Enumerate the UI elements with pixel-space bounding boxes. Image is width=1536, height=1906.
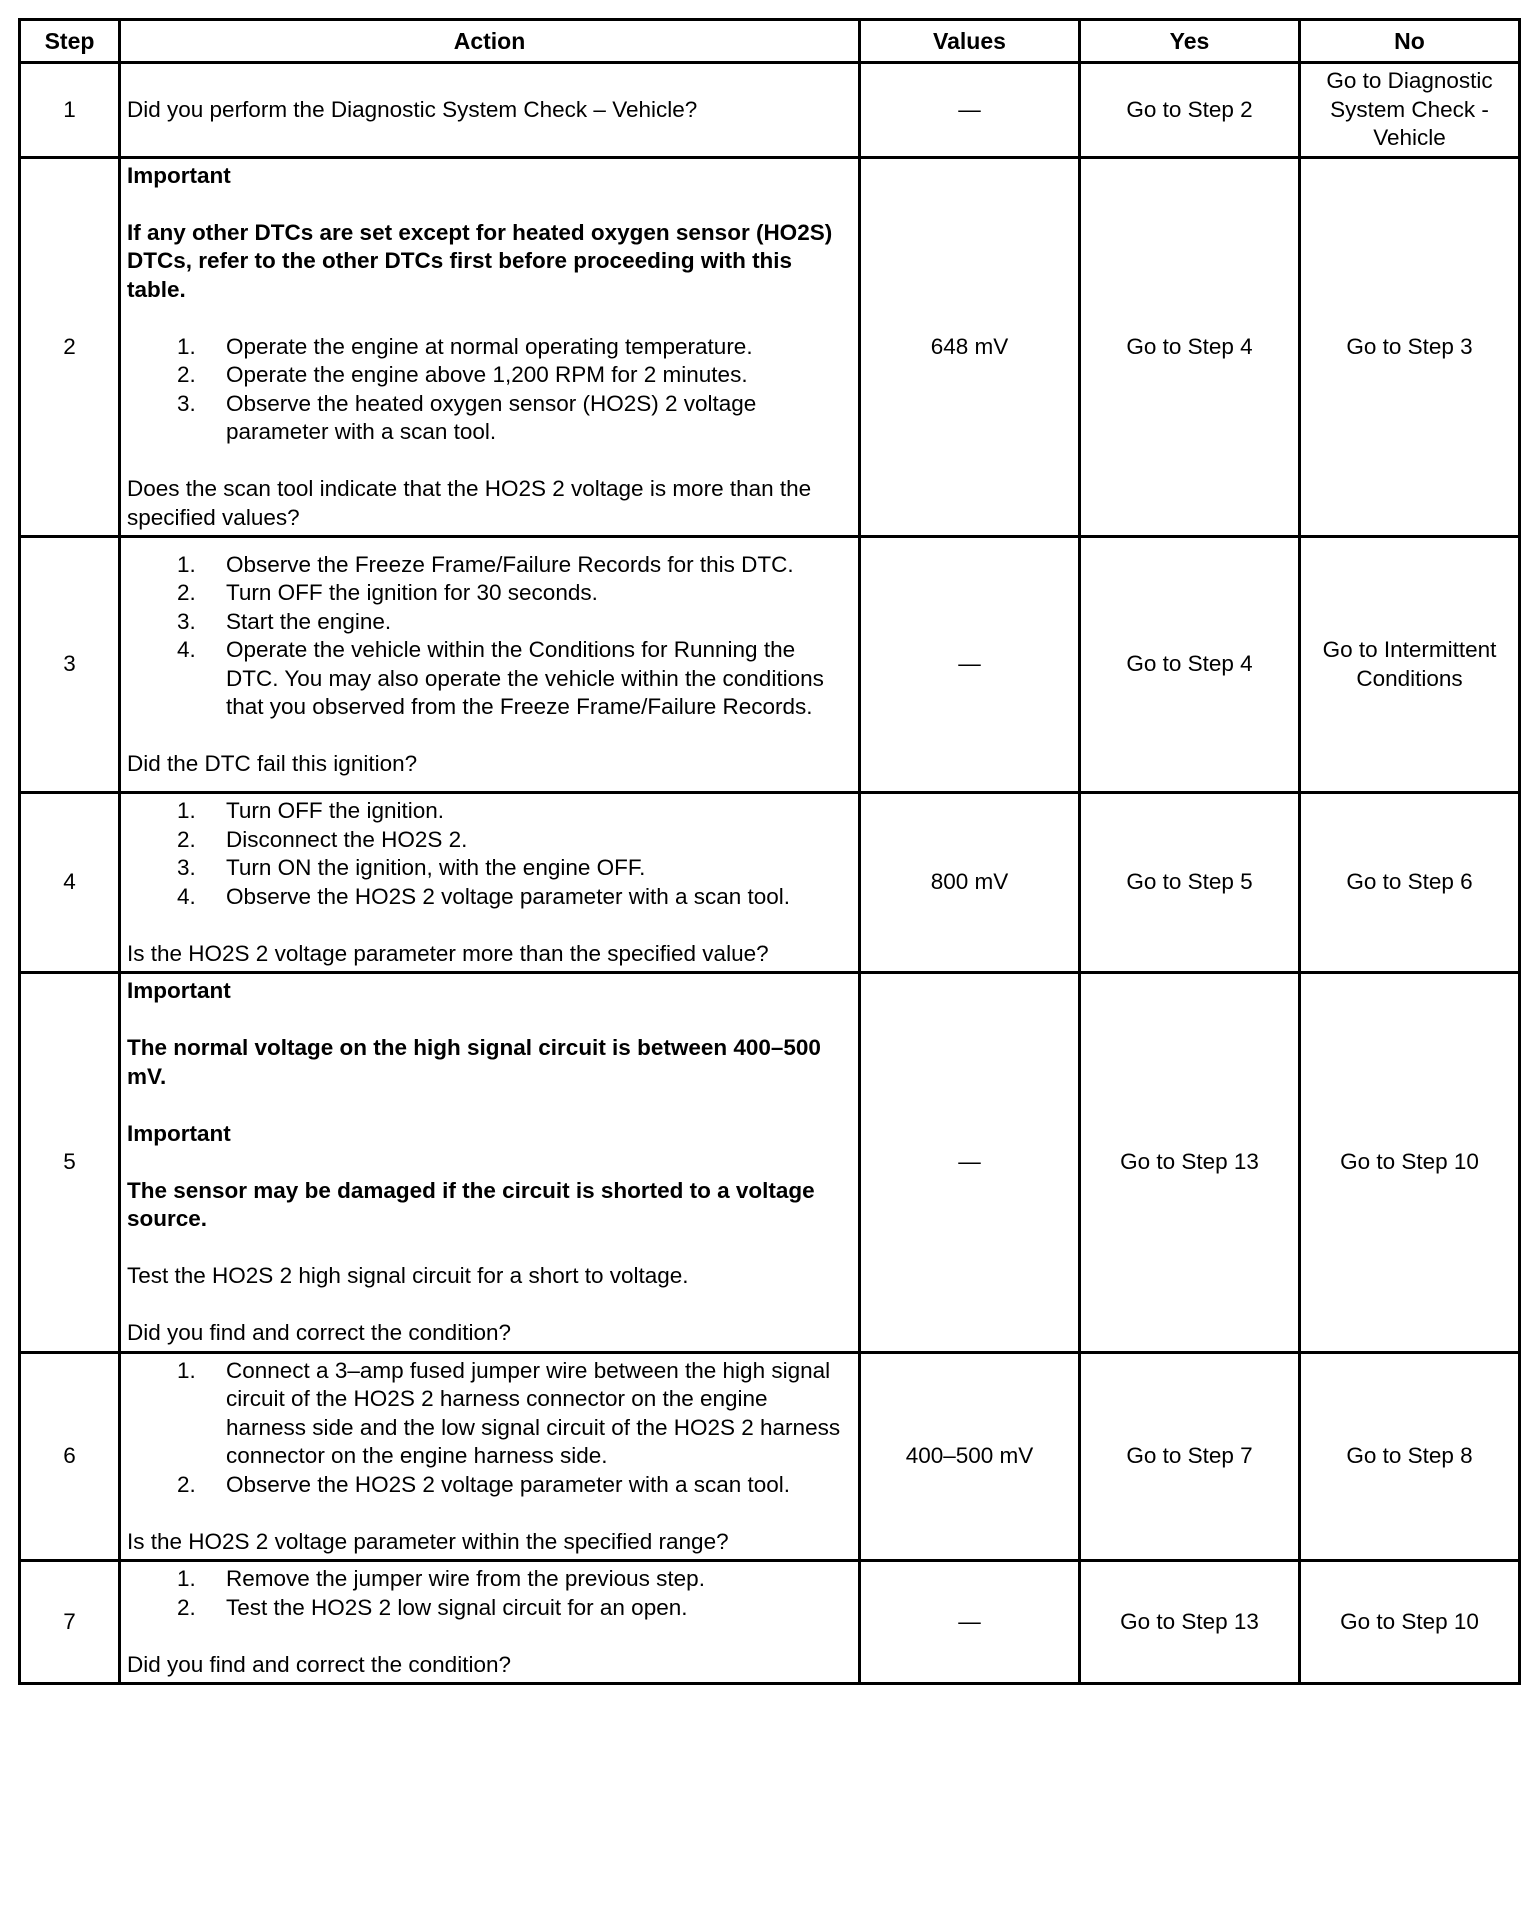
values-cell: 400–500 mV [860,1352,1080,1561]
step-number: 5 [20,973,120,1353]
action-cell [120,1561,860,1684]
procedure-item-number: 1. [177,1566,196,1591]
action-cell [120,63,860,158]
no-cell: Go to Diagnostic System Check - Vehicle [1300,63,1520,158]
yes-cell: Go to Step 7 [1080,1352,1300,1561]
table-row [20,157,1520,537]
no-cell: Go to Step 10 [1300,973,1520,1353]
important-note: The normal voltage on the high signal circuit is between 400–500 mV. [127,1035,821,1089]
table-row [20,537,1520,793]
action-text: Did you perform the Diagnostic System Check – Vehicle? [127,96,698,122]
action-text: Is the HO2S 2 voltage parameter more than the specified value? [127,940,769,966]
paragraph-gap [127,1499,852,1528]
paragraph-gap [127,304,852,333]
paragraph-gap [127,1148,852,1177]
important-note: If any other DTCs are set except for heated oxygen sensor (HO2S) DTCs, refer to the other DTCs first before proceeding with this table. [127,219,833,302]
action-cell [120,973,860,1353]
paragraph-gap [127,1091,852,1120]
diagnostic-table [18,18,1521,1685]
important-note: The sensor may be damaged if the circuit is shorted to a voltage source. [127,1177,815,1231]
action-text: Did the DTC fail this ignition? [127,751,418,776]
procedure-item-text: Observe the Freeze Frame/Failure Records for this DTC. [226,551,794,577]
yes-cell: Go to Step 4 [1080,537,1300,793]
action-text: Test the HO2S 2 high signal circuit for a short to voltage. [127,1263,689,1288]
values-cell: — [860,1561,1080,1684]
procedure-item-text: Operate the engine above 1,200 RPM for 2 minutes. [226,362,748,387]
procedure-item-number: 4. [177,883,196,909]
procedure-list [127,333,852,447]
action-cell [120,537,860,793]
yes-cell: Go to Step 5 [1080,793,1300,973]
paragraph-gap [127,1622,852,1651]
procedure-item [127,551,852,580]
procedure-list [127,1357,852,1500]
header-step: Step [20,20,120,63]
procedure-item [127,1471,852,1500]
procedure-item [127,883,852,912]
important-note: Important [127,162,231,188]
procedure-item-text: Connect a 3–amp fused jumper wire between the high signal circuit of the HO2S 2 harness connector on the engine harness side and the low signal circuit of the HO2S 2 harness connector on the engine harness side. [226,1357,841,1468]
step-number: 4 [20,793,120,973]
table-row [20,1561,1520,1684]
procedure-item-number: 4. [177,637,196,662]
procedure-item-number: 1. [177,798,196,823]
action-text: Is the HO2S 2 voltage parameter within the specified range? [127,1528,729,1554]
procedure-item-text: Observe the HO2S 2 voltage parameter with a scan tool. [226,883,791,909]
procedure-item [127,636,852,722]
action-cell [120,157,860,537]
procedure-item-text: Start the engine. [226,608,392,634]
procedure-item-number: 2. [177,362,196,387]
step-number: 6 [20,1352,120,1561]
procedure-item-text: Remove the jumper wire from the previous step. [226,1566,705,1591]
procedure-item [127,361,852,390]
header-no: No [1300,20,1520,63]
action-cell [120,793,860,973]
procedure-item-number: 3. [177,390,196,416]
procedure-item [127,390,852,447]
step-number: 3 [20,537,120,793]
procedure-item-text: Test the HO2S 2 low signal circuit for an open. [226,1594,688,1620]
no-cell: Go to Step 3 [1300,157,1520,537]
no-cell: Go to Step 6 [1300,793,1520,973]
yes-cell: Go to Step 13 [1080,973,1300,1353]
procedure-item-text: Turn OFF the ignition for 30 seconds. [226,580,598,605]
values-cell: — [860,63,1080,158]
procedure-item-text: Observe the heated oxygen sensor (HO2S) 2 voltage parameter with a scan tool. [226,390,757,444]
table-row [20,1352,1520,1561]
yes-cell: Go to Step 2 [1080,63,1300,158]
no-cell: Go to Step 8 [1300,1352,1520,1561]
table-body [20,63,1520,1684]
procedure-item [127,1594,852,1623]
procedure-list [127,797,852,911]
values-cell: 648 mV [860,157,1080,537]
procedure-item-text: Turn OFF the ignition. [226,798,445,823]
paragraph-gap [127,190,852,219]
header-yes: Yes [1080,20,1300,63]
paragraph-gap [127,722,852,751]
procedure-item [127,1357,852,1471]
procedure-item-number: 1. [177,1357,196,1383]
values-cell: — [860,537,1080,793]
table-row [20,973,1520,1353]
paragraph-gap [127,1291,852,1320]
action-text: Does the scan tool indicate that the HO2S 2 voltage is more than the specified values? [127,476,812,530]
procedure-item-text: Turn ON the ignition, with the engine OFF. [226,855,646,880]
paragraph-gap [127,911,852,940]
step-number: 1 [20,63,120,158]
action-text: Did you find and correct the condition? [127,1651,511,1677]
yes-cell: Go to Step 13 [1080,1561,1300,1684]
table-row [20,793,1520,973]
procedure-item [127,797,852,826]
procedure-item [127,854,852,883]
important-note: Important [127,978,231,1003]
paragraph-gap [127,447,852,476]
procedure-item-number: 1. [177,333,196,359]
values-cell: — [860,973,1080,1353]
procedure-list [127,1565,852,1622]
no-cell: Go to Intermittent Conditions [1300,537,1520,793]
procedure-item-text: Observe the HO2S 2 voltage parameter with a scan tool. [226,1471,791,1497]
paragraph-gap [127,1234,852,1263]
procedure-item [127,826,852,855]
table-row [20,63,1520,158]
procedure-item-number: 2. [177,1594,196,1620]
values-cell: 800 mV [860,793,1080,973]
action-cell [120,1352,860,1561]
procedure-item-number: 2. [177,580,196,605]
header-action: Action [120,20,860,63]
procedure-item-number: 3. [177,608,196,634]
procedure-list [127,551,852,722]
procedure-item [127,1565,852,1594]
procedure-item [127,608,852,637]
procedure-item-text: Disconnect the HO2S 2. [226,826,468,852]
step-number: 7 [20,1561,120,1684]
procedure-item-text: Operate the engine at normal operating temperature. [226,333,753,359]
no-cell: Go to Step 10 [1300,1561,1520,1684]
yes-cell: Go to Step 4 [1080,157,1300,537]
procedure-item-text: Operate the vehicle within the Conditions for Running the DTC. You may also operate the vehicle within the conditions that you observed from the Freeze Frame/Failure Records. [226,637,824,719]
procedure-item-number: 2. [177,1471,196,1497]
procedure-item-number: 1. [177,551,196,577]
procedure-item-number: 3. [177,855,196,880]
step-number: 2 [20,157,120,537]
important-note: Important [127,1120,231,1146]
header-values: Values [860,20,1080,63]
procedure-item [127,333,852,362]
paragraph-gap [127,1006,852,1035]
header-row [20,20,1520,63]
action-text: Did you find and correct the condition? [127,1320,511,1345]
procedure-item [127,579,852,608]
procedure-item-number: 2. [177,826,196,852]
